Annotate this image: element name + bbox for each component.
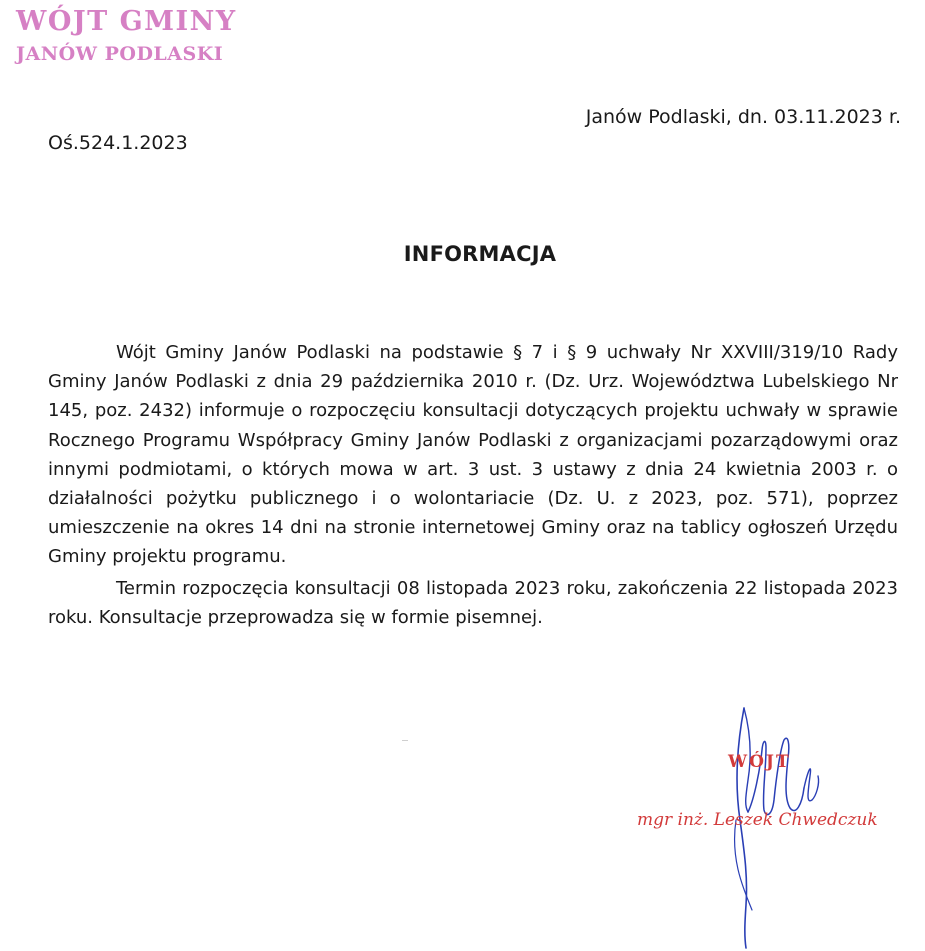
document-body — [48, 338, 898, 632]
signatory-name: mgr inż. Leszek Chwedczuk — [637, 810, 878, 830]
body-paragraph: Wójt Gminy Janów Podlaski na podstawie § 7 i § 9 uchwały Nr XXVIII/319/10 Rady Gminy Janów Podlaski z dnia 29 października 2010 r. (Dz. Urz. Województwa Lubelskiego Nr 145, poz. 2432) informuje o rozpoczęciu konsultacji dotyczących projektu uchwały w sprawie Rocznego Programu Współpracy Gminy Janów Podlaski z organizacjami pozarządowymi oraz innymi podmiotami, o których mowa w art. 3 ust. 3 ustawy z dnia 24 kwietnia 2003 r. o działalności pożytku publicznego i o wolontariacie (Dz. U. z 2023, poz. 571), poprzez umieszczenie na okres 14 dni na stronie internetowej Gminy oraz na tablicy ogłoszeń Urzędu Gminy projektu programu. — [48, 342, 898, 568]
place-and-date: Janów Podlaski, dn. 03.11.2023 r. — [585, 106, 901, 128]
signatory-title: WÓJT — [728, 752, 791, 772]
body-paragraph: Termin rozpoczęcia konsultacji 08 listopada 2023 roku, zakończenia 22 listopada 2023 roku. Konsultacje przeprowadza się w formie pisemnej. — [48, 577, 898, 628]
document-title: INFORMACJA — [403, 242, 557, 266]
stamp-title: WÓJT GMINY — [16, 6, 237, 37]
stamp-subtitle: JANÓW PODLASKI — [16, 43, 224, 65]
reference-number: Oś.524.1.2023 — [48, 132, 188, 154]
office-stamp — [16, 8, 237, 64]
scan-speck — [402, 740, 408, 741]
